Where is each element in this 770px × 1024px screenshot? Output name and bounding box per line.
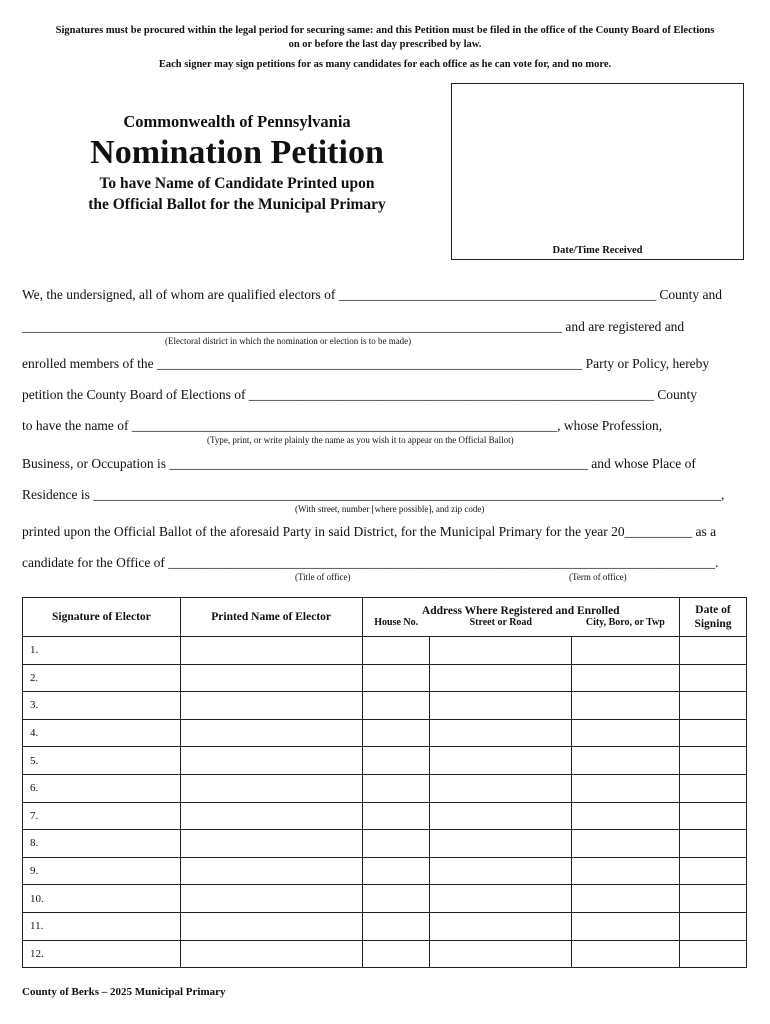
city-cell[interactable] (572, 857, 680, 885)
table-row (23, 857, 747, 885)
city-cell[interactable] (572, 885, 680, 913)
table-row (23, 830, 747, 858)
table-row (23, 940, 747, 968)
signature-cell[interactable] (23, 857, 181, 885)
date-cell[interactable] (680, 719, 747, 747)
street-cell[interactable] (430, 692, 572, 720)
printed-name-cell[interactable] (180, 940, 362, 968)
house-no-cell[interactable] (362, 719, 430, 747)
date-cell[interactable] (680, 857, 747, 885)
city-cell[interactable] (572, 774, 680, 802)
date-cell[interactable] (680, 637, 747, 665)
house-no-cell[interactable] (362, 747, 430, 775)
street-cell[interactable] (430, 912, 572, 940)
body-line-office[interactable]: candidate for the Office of _________________________________________________________________________________. (22, 555, 719, 570)
body-line-district[interactable]: ________________________________________________________________________________ and are registered and (22, 319, 685, 334)
signature-table (22, 597, 747, 968)
house-no-cell[interactable] (362, 940, 430, 968)
date-cell[interactable] (680, 802, 747, 830)
signature-cell[interactable] (23, 912, 181, 940)
date-cell[interactable] (680, 940, 747, 968)
commonwealth-heading: Commonwealth of Pennsylvania (123, 112, 351, 131)
signature-cell[interactable] (23, 802, 181, 830)
printed-name-cell[interactable] (180, 719, 362, 747)
body-line-electors[interactable]: We, the undersigned, all of whom are qualified electors of _______________________________________________ County and (22, 287, 723, 302)
house-no-cell[interactable] (362, 830, 430, 858)
signature-cell[interactable] (23, 747, 181, 775)
city-cell[interactable] (572, 802, 680, 830)
city-cell[interactable] (572, 664, 680, 692)
printed-name-cell[interactable] (180, 885, 362, 913)
district-note: (Electoral district in which the nomination or election is to be made) (165, 336, 412, 346)
body-line-candidate-name[interactable]: to have the name of _______________________________________________________________, whose Profession, (22, 418, 663, 433)
street-cell[interactable] (430, 885, 572, 913)
row-number: 9. (30, 865, 39, 878)
table-row (23, 719, 747, 747)
street-cell[interactable] (430, 747, 572, 775)
residence-note: (With street, number [where possible], and zip code) (295, 504, 485, 514)
signature-cell[interactable] (23, 940, 181, 968)
date-cell[interactable] (680, 692, 747, 720)
notice-line-2: on or before the last day prescribed by law. (288, 39, 482, 50)
street-cell[interactable] (430, 830, 572, 858)
row-number: 4. (30, 727, 39, 740)
date-cell[interactable] (680, 747, 747, 775)
body-line-residence[interactable]: Residence is _____________________________________________________________________________________________, (22, 487, 725, 502)
table-row (23, 692, 747, 720)
date-of-label: Date of (695, 604, 731, 616)
term-of-office-note: (Term of office) (569, 572, 627, 582)
city-cell[interactable] (572, 912, 680, 940)
col-header-address: Address Where Registered and Enrolled (362, 598, 680, 617)
row-number: 10. (30, 892, 44, 905)
city-cell[interactable] (572, 637, 680, 665)
row-number: 3. (30, 699, 39, 712)
date-time-received-label: Date/Time Received (552, 245, 643, 256)
col-header-city: City, Boro, or Twp (572, 617, 680, 637)
date-time-received-box[interactable] (451, 83, 744, 260)
row-number: 1. (30, 644, 39, 657)
city-cell[interactable] (572, 692, 680, 720)
col-header-signature: Signature of Elector (23, 598, 181, 637)
house-no-cell[interactable] (362, 664, 430, 692)
street-cell[interactable] (430, 719, 572, 747)
house-no-cell[interactable] (362, 857, 430, 885)
footer-text: County of Berks – 2025 Municipal Primary (22, 986, 226, 998)
table-row (23, 912, 747, 940)
row-number: 8. (30, 837, 39, 850)
row-number: 2. (30, 671, 39, 684)
printed-name-cell[interactable] (180, 692, 362, 720)
subtitle-line-2: the Official Ballot for the Municipal Primary (88, 196, 386, 213)
signature-cell[interactable] (23, 692, 181, 720)
house-no-cell[interactable] (362, 802, 430, 830)
printed-name-cell[interactable] (180, 830, 362, 858)
street-cell[interactable] (430, 664, 572, 692)
table-row (23, 637, 747, 665)
city-cell[interactable] (572, 747, 680, 775)
street-cell[interactable] (430, 637, 572, 665)
subtitle-line-1: To have Name of Candidate Printed upon (99, 175, 375, 192)
row-number: 11. (30, 920, 44, 933)
date-cell[interactable] (680, 664, 747, 692)
signature-cell[interactable] (23, 664, 181, 692)
row-number: 5. (30, 754, 39, 767)
title-of-office-note: (Title of office) (295, 572, 351, 582)
printed-name-cell[interactable] (180, 857, 362, 885)
candidate-name-note: (Type, print, or write plainly the name as you wish it to appear on the Official Ballot) (207, 435, 514, 445)
printed-name-cell[interactable] (180, 664, 362, 692)
signature-cell[interactable] (23, 885, 181, 913)
notice-line-3: Each signer may sign petitions for as many candidates for each office as he can vote for, and no more. (158, 59, 612, 70)
body-line-occupation[interactable]: Business, or Occupation is ______________________________________________________________ and whose Place of (22, 456, 696, 471)
col-header-printed-name: Printed Name of Elector (180, 598, 362, 637)
body-line-ballot-year[interactable]: printed upon the Official Ballot of the aforesaid Party in said District, for the Municipal Primary for the year 20__________ as a (22, 524, 717, 539)
notice-line-1: Signatures must be procured within the legal period for securing same: and this Petition must be filed in the office of the County Board of Elections (55, 25, 715, 36)
house-no-cell[interactable] (362, 692, 430, 720)
date-cell[interactable] (680, 830, 747, 858)
page-title: Nomination Petition (90, 134, 384, 171)
printed-name-cell[interactable] (180, 637, 362, 665)
date-cell[interactable] (680, 912, 747, 940)
row-number: 12. (30, 947, 44, 960)
table-row (23, 664, 747, 692)
printed-name-cell[interactable] (180, 802, 362, 830)
row-number: 7. (30, 809, 39, 822)
date-cell[interactable] (680, 885, 747, 913)
house-no-cell[interactable] (362, 637, 430, 665)
printed-name-cell[interactable] (180, 747, 362, 775)
table-row (23, 885, 747, 913)
row-number: 6. (30, 782, 39, 795)
city-cell[interactable] (572, 719, 680, 747)
col-header-house-no: House No. (362, 617, 430, 637)
street-cell[interactable] (430, 857, 572, 885)
table-row (23, 747, 747, 775)
street-cell[interactable] (430, 802, 572, 830)
house-no-cell[interactable] (362, 774, 430, 802)
printed-name-cell[interactable] (180, 912, 362, 940)
city-cell[interactable] (572, 830, 680, 858)
street-cell[interactable] (430, 774, 572, 802)
signature-cell[interactable] (23, 637, 181, 665)
table-row (23, 802, 747, 830)
signing-label: Signing (694, 618, 732, 630)
city-cell[interactable] (572, 940, 680, 968)
body-line-party[interactable]: enrolled members of the _______________________________________________________________ Party or Policy, hereby (22, 356, 710, 371)
col-header-date-of-signing (680, 598, 747, 637)
signature-cell[interactable] (23, 774, 181, 802)
signature-cell[interactable] (23, 719, 181, 747)
printed-name-cell[interactable] (180, 774, 362, 802)
body-line-board[interactable]: petition the County Board of Elections of ____________________________________________________________ County (22, 387, 697, 402)
house-no-cell[interactable] (362, 885, 430, 913)
date-cell[interactable] (680, 774, 747, 802)
table-row (23, 774, 747, 802)
street-cell[interactable] (430, 940, 572, 968)
signature-cell[interactable] (23, 830, 181, 858)
col-header-street: Street or Road (430, 617, 572, 637)
house-no-cell[interactable] (362, 912, 430, 940)
